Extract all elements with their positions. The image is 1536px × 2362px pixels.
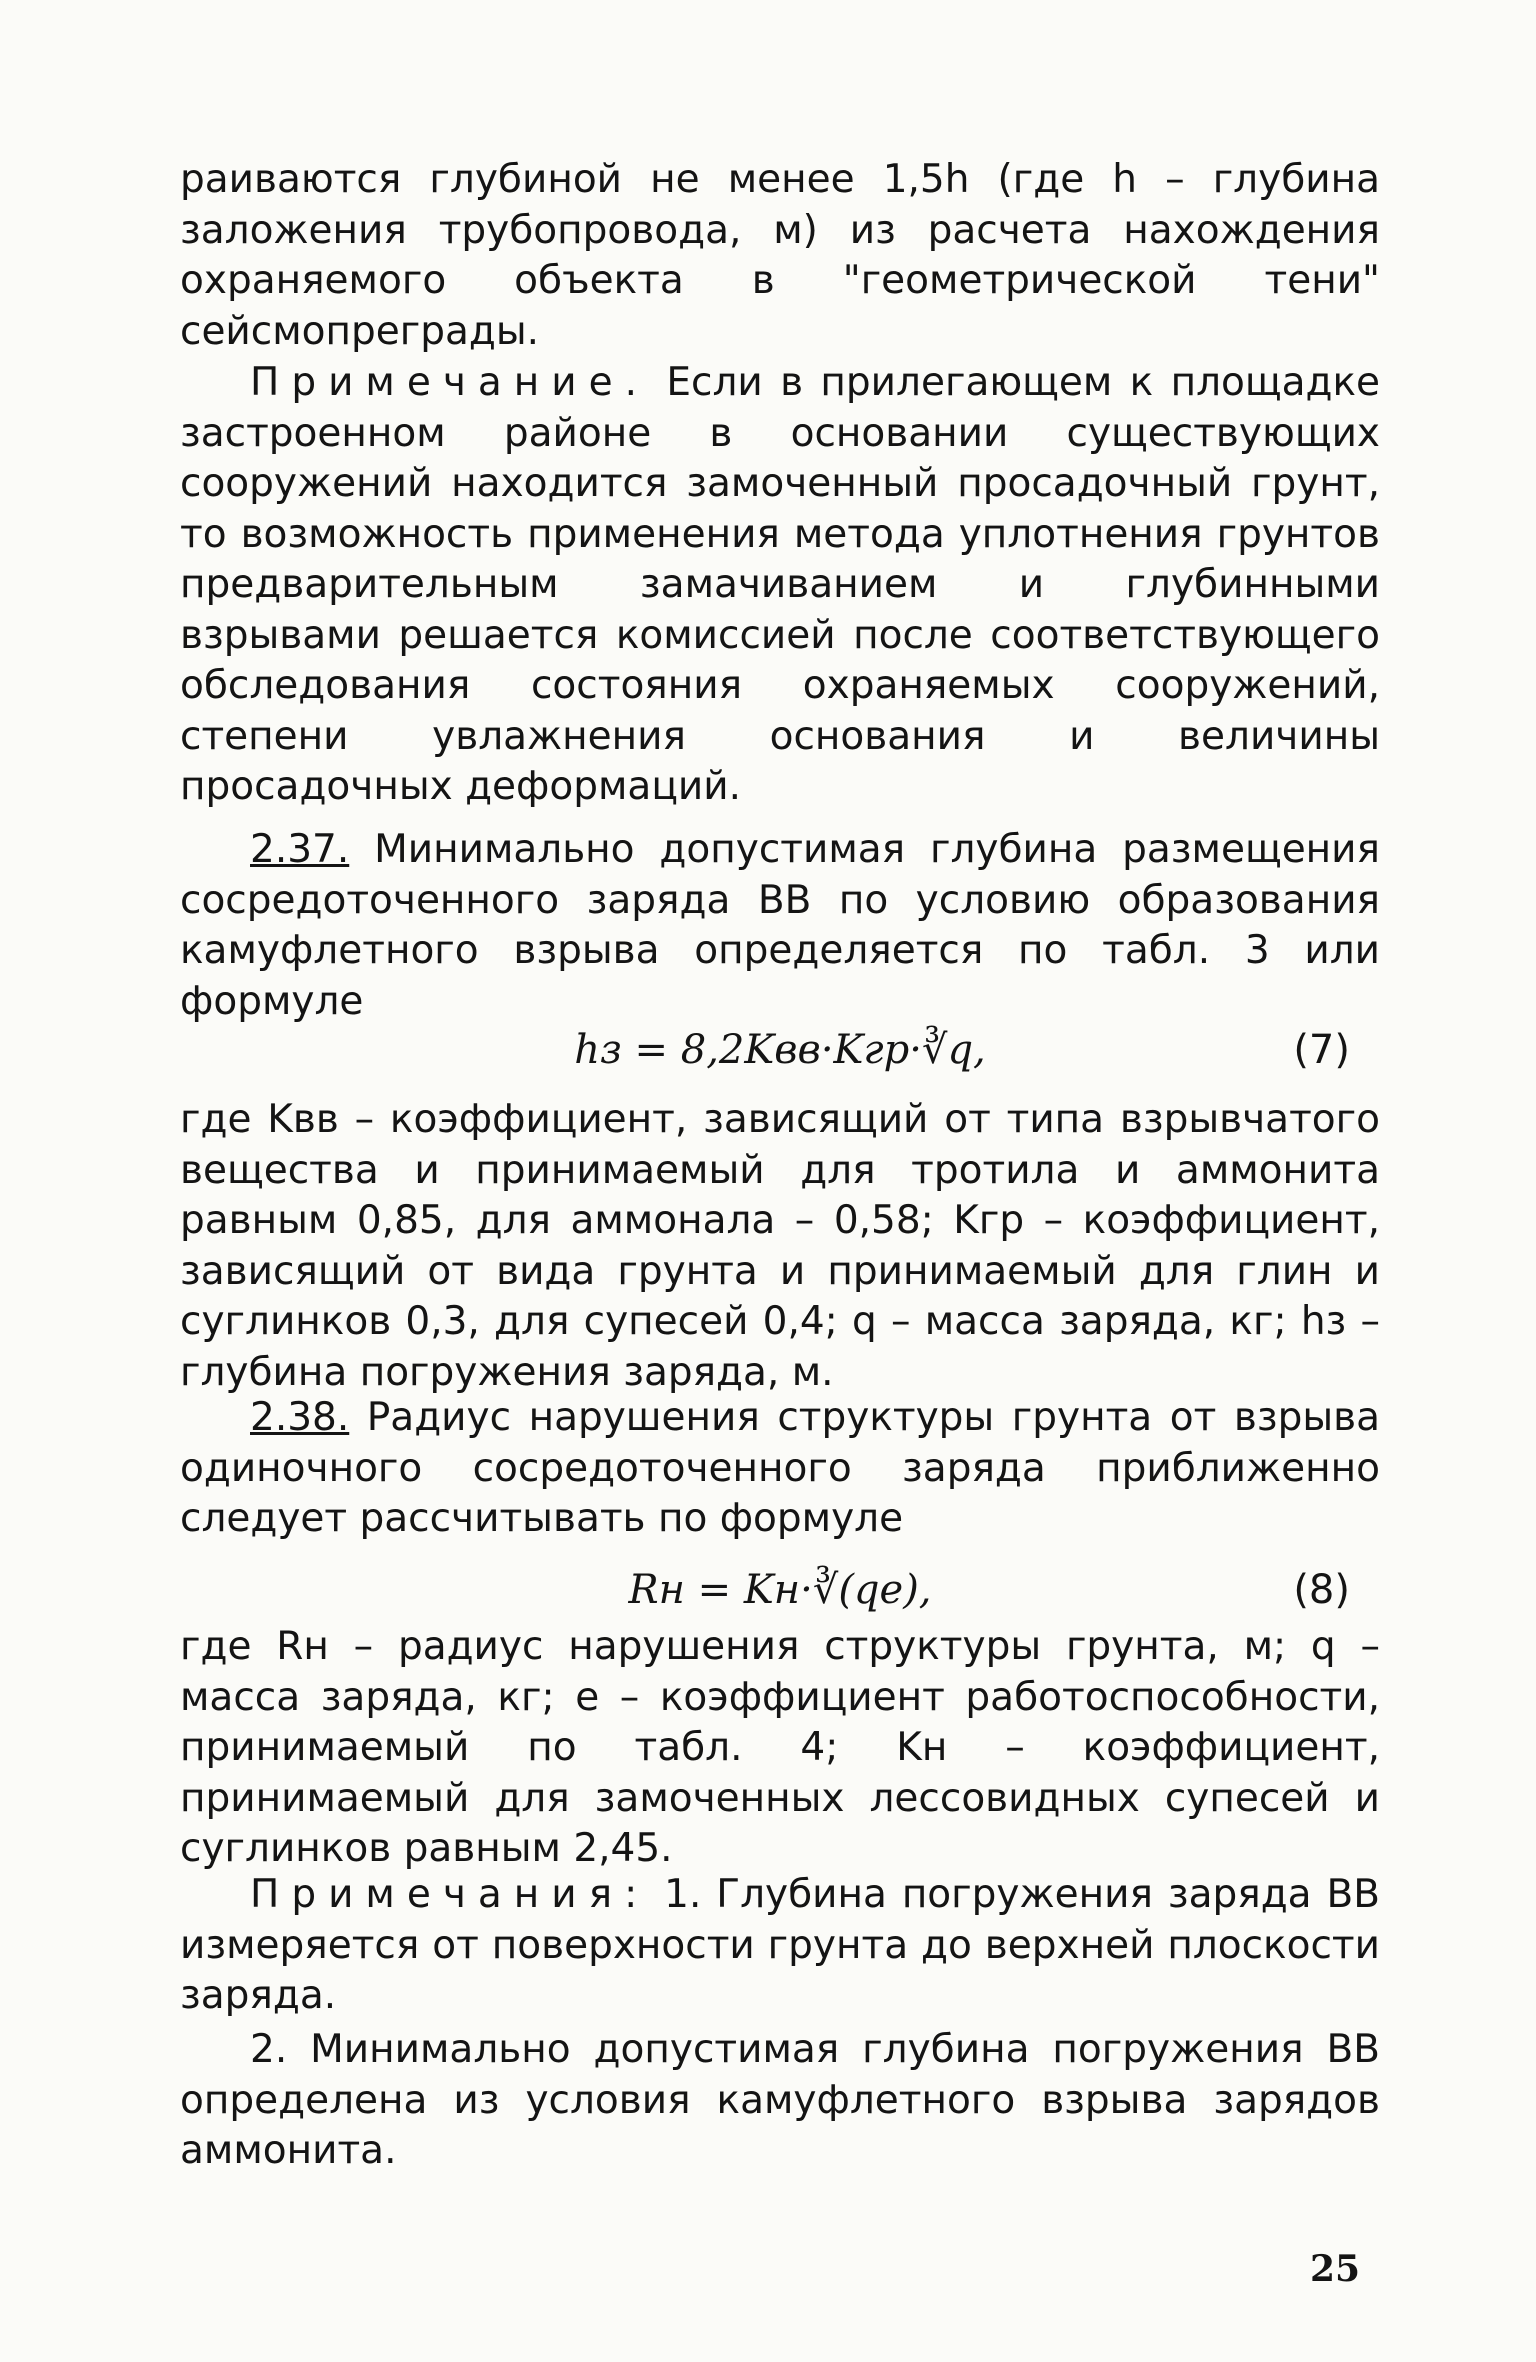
section-number: 2.38. xyxy=(250,1395,350,1440)
note-text: Если в прилегающем к площадке застроенном районе в основании существующих сооружений находится замоченный просадочный грунт, то возможность применения метода уплотнения грунтов предварительным замачиванием и глубинными взрывами решается комиссией после соответствующего обследования состояния охраняемых сооружений, степени увлажнения основания и величины просадочных деформаций. xyxy=(180,360,1381,809)
formula-expression: Rн = Kн·∛(qe), xyxy=(628,1567,932,1613)
formula-8-explanation: где Rн – радиус нарушения структуры грунта, м; q – масса заряда, кг; e – коэффициент работоспособности, принимаемый по табл. 4; Kн – коэффициент, принимаемый для замоченных лессовидных супесей и суглинков равным 2,45. xyxy=(180,1624,1380,1871)
paragraph-intro: раиваются глубиной не менее 1,5h (где h – глубина заложения трубопровода, м) из расчета нахождения охраняемого объекта в "геометрической тени" сейсмопреграды. xyxy=(180,157,1380,354)
formula-8 xyxy=(180,1560,1380,1620)
formula-expression: hз = 8,2Kвв·Kгр·∛q, xyxy=(574,1027,986,1073)
formula-7-explanation: где Kвв – коэффициент, зависящий от типа взрывчатого вещества и принимаемый для тротила и аммонита равным 0,85, для аммонала – 0,58; Kгр – коэффициент, зависящий от вида грунта и принимаемый для глин и суглинков 0,3, для супесей 0,4; q – масса заряда, кг; hз – глубина погружения заряда, м. xyxy=(180,1097,1380,1395)
notes-item-1 xyxy=(180,1870,1380,2022)
note-label: Примечание. xyxy=(250,360,650,405)
notes-label: Примечания: xyxy=(250,1872,650,1917)
section-text: Минимально допустимая глубина размещения сосредоточенного заряда ВВ по условию образования камуфлетного взрыва определяется по табл. 3 или формуле xyxy=(180,827,1380,1024)
equation-number: (8) xyxy=(1293,1567,1350,1613)
formula-7 xyxy=(180,1020,1380,1080)
section-text: Радиус нарушения структуры грунта от взрыва одиночного сосредоточенного заряда приближенно следует рассчитывать по формуле xyxy=(180,1395,1381,1541)
notes-item-2: 2. Минимально допустимая глубина погружения ВВ определена из условия камуфлетного взрыва зарядов аммонита. xyxy=(180,2027,1380,2173)
section-2-38 xyxy=(180,1393,1380,1545)
note-paragraph xyxy=(180,358,1380,813)
equation-number: (7) xyxy=(1293,1027,1350,1073)
section-number: 2.37. xyxy=(250,827,350,872)
page-number: 25 xyxy=(1310,2248,1361,2290)
notes-item-text: 1. Глубина погружения заряда ВВ измеряется от поверхности грунта до верхней плоскости заряда. xyxy=(180,1872,1381,2018)
section-2-37 xyxy=(180,825,1380,1027)
